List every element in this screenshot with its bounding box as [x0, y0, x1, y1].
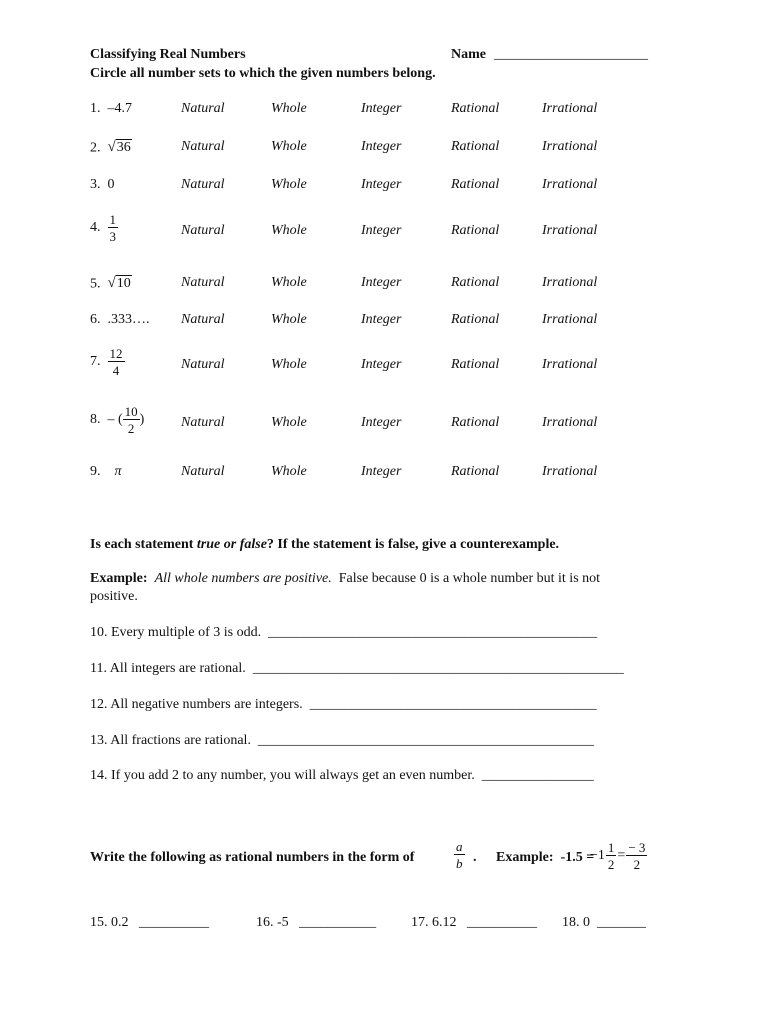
- problem-18: 18. 0 _______: [562, 915, 646, 930]
- option-irrational[interactable]: Irrational: [542, 223, 598, 238]
- name-blank[interactable]: ______________________: [494, 47, 648, 62]
- item-number-value: 7. $\frac{12}{4}$: [90, 346, 123, 378]
- option-whole[interactable]: Whole: [271, 415, 307, 430]
- option-integer[interactable]: Integer: [361, 415, 402, 430]
- example-line: Example: All whole numbers are positive. False because 0 is a whole number but it is not: [90, 571, 601, 586]
- problem-15: 15. 0.2 __________: [90, 915, 209, 930]
- name-label: Name: [451, 47, 486, 62]
- option-rational[interactable]: Rational: [451, 415, 500, 430]
- list-item: [0, 100, 768, 130]
- option-whole[interactable]: Whole: [271, 139, 307, 154]
- item-number-value: 3. 0: [90, 177, 115, 192]
- option-whole[interactable]: Whole: [271, 223, 307, 238]
- item-number-value: 5. √ 10: [90, 275, 131, 292]
- form-period: .: [473, 850, 477, 865]
- option-natural[interactable]: Natural: [181, 415, 225, 430]
- list-item: [0, 138, 768, 168]
- list-item: [0, 274, 768, 304]
- option-natural[interactable]: Natural: [181, 101, 225, 116]
- option-integer[interactable]: Integer: [361, 139, 402, 154]
- list-item: [0, 311, 768, 341]
- option-irrational[interactable]: Irrational: [542, 357, 598, 372]
- option-natural[interactable]: Natural: [181, 275, 225, 290]
- option-integer[interactable]: Integer: [361, 223, 402, 238]
- option-natural[interactable]: Natural: [181, 139, 225, 154]
- item-number-value: 8. – ( $\frac{10}{2}$ ): [90, 404, 145, 436]
- option-rational[interactable]: Rational: [451, 312, 500, 327]
- list-item: [0, 213, 768, 253]
- list-item: [0, 463, 768, 493]
- answer-blank[interactable]: __________: [139, 915, 209, 930]
- answer-blank[interactable]: _____________________________________________________: [252, 661, 624, 676]
- option-integer[interactable]: Integer: [361, 357, 402, 372]
- rational-example-math: −1 $\frac{1}{2}$ = $\frac{- 3}{2}$: [590, 840, 646, 872]
- item-number-value: 4. $\frac{1}{3}$: [90, 212, 116, 244]
- item-number-value: 6. .333….: [90, 312, 150, 327]
- fraction: $\frac{1}{3}$: [109, 212, 116, 244]
- option-whole[interactable]: Whole: [271, 312, 307, 327]
- problem-16: 16. -5 ___________: [256, 915, 377, 930]
- instruction: Circle all number sets to which the given numbers belong.: [90, 66, 436, 81]
- fraction: $\frac{10}{2}$: [124, 404, 138, 436]
- statement-12: 12. All negative numbers are integers. _________________________________________: [90, 697, 597, 712]
- option-irrational[interactable]: Irrational: [542, 139, 598, 154]
- problem-17: 17. 6.12 __________: [411, 915, 537, 930]
- option-integer[interactable]: Integer: [361, 275, 402, 290]
- rational-example-label: Example: -1.5 =: [496, 850, 595, 865]
- option-natural[interactable]: Natural: [181, 312, 225, 327]
- option-integer[interactable]: Integer: [361, 464, 402, 479]
- statement-13: 13. All fractions are rational. ________________________________________________: [90, 733, 594, 748]
- item-number-value: 1. –4.7: [90, 101, 132, 116]
- option-rational[interactable]: Rational: [451, 275, 500, 290]
- square-root: √ 36: [107, 139, 131, 156]
- answer-blank[interactable]: _________________________________________: [309, 697, 597, 712]
- option-rational[interactable]: Rational: [451, 223, 500, 238]
- option-irrational[interactable]: Irrational: [542, 464, 598, 479]
- option-rational[interactable]: Rational: [451, 139, 500, 154]
- option-rational[interactable]: Rational: [451, 357, 500, 372]
- option-rational[interactable]: Rational: [451, 464, 500, 479]
- option-irrational[interactable]: Irrational: [542, 275, 598, 290]
- option-natural[interactable]: Natural: [181, 177, 225, 192]
- answer-blank[interactable]: ________________________________________________: [257, 733, 594, 748]
- statement-11: 11. All integers are rational. _____________________________________________________: [90, 661, 624, 676]
- option-rational[interactable]: Rational: [451, 101, 500, 116]
- option-integer[interactable]: Integer: [361, 177, 402, 192]
- list-item: [0, 405, 768, 445]
- option-irrational[interactable]: Irrational: [542, 312, 598, 327]
- item-number-value: 9. π: [90, 464, 122, 479]
- option-natural[interactable]: Natural: [181, 464, 225, 479]
- section-heading-rational-form: Write the following as rational numbers in the form of: [90, 850, 415, 865]
- option-integer[interactable]: Integer: [361, 312, 402, 327]
- square-root: √ 10: [107, 275, 131, 292]
- answer-blank[interactable]: ________________: [481, 768, 594, 783]
- item-number-value: 2. √ 36: [90, 139, 131, 156]
- answer-blank[interactable]: _______________________________________________: [268, 625, 598, 640]
- option-whole[interactable]: Whole: [271, 177, 307, 192]
- list-item: [0, 176, 768, 206]
- answer-blank[interactable]: __________: [467, 915, 537, 930]
- option-irrational[interactable]: Irrational: [542, 415, 598, 430]
- option-irrational[interactable]: Irrational: [542, 101, 598, 116]
- option-natural[interactable]: Natural: [181, 357, 225, 372]
- form-a-over-b: $\frac{a}{b}$: [456, 839, 463, 871]
- option-whole[interactable]: Whole: [271, 464, 307, 479]
- example-line-continued: positive.: [90, 589, 138, 604]
- statement-14: 14. If you add 2 to any number, you will always get an even number. ________________: [90, 768, 594, 783]
- fraction: $\frac{12}{4}$: [109, 346, 123, 378]
- option-irrational[interactable]: Irrational: [542, 177, 598, 192]
- option-whole[interactable]: Whole: [271, 275, 307, 290]
- option-integer[interactable]: Integer: [361, 101, 402, 116]
- option-whole[interactable]: Whole: [271, 101, 307, 116]
- statement-10: 10. Every multiple of 3 is odd. _______________________________________________: [90, 625, 598, 640]
- option-rational[interactable]: Rational: [451, 177, 500, 192]
- worksheet-title: Classifying Real Numbers: [90, 47, 246, 62]
- list-item: [0, 347, 768, 387]
- option-natural[interactable]: Natural: [181, 223, 225, 238]
- option-whole[interactable]: Whole: [271, 357, 307, 372]
- section-heading-true-false: Is each statement true or false? If the statement is false, give a counterexample.: [90, 537, 560, 552]
- answer-blank[interactable]: _______: [597, 915, 646, 930]
- answer-blank[interactable]: ___________: [299, 915, 377, 930]
